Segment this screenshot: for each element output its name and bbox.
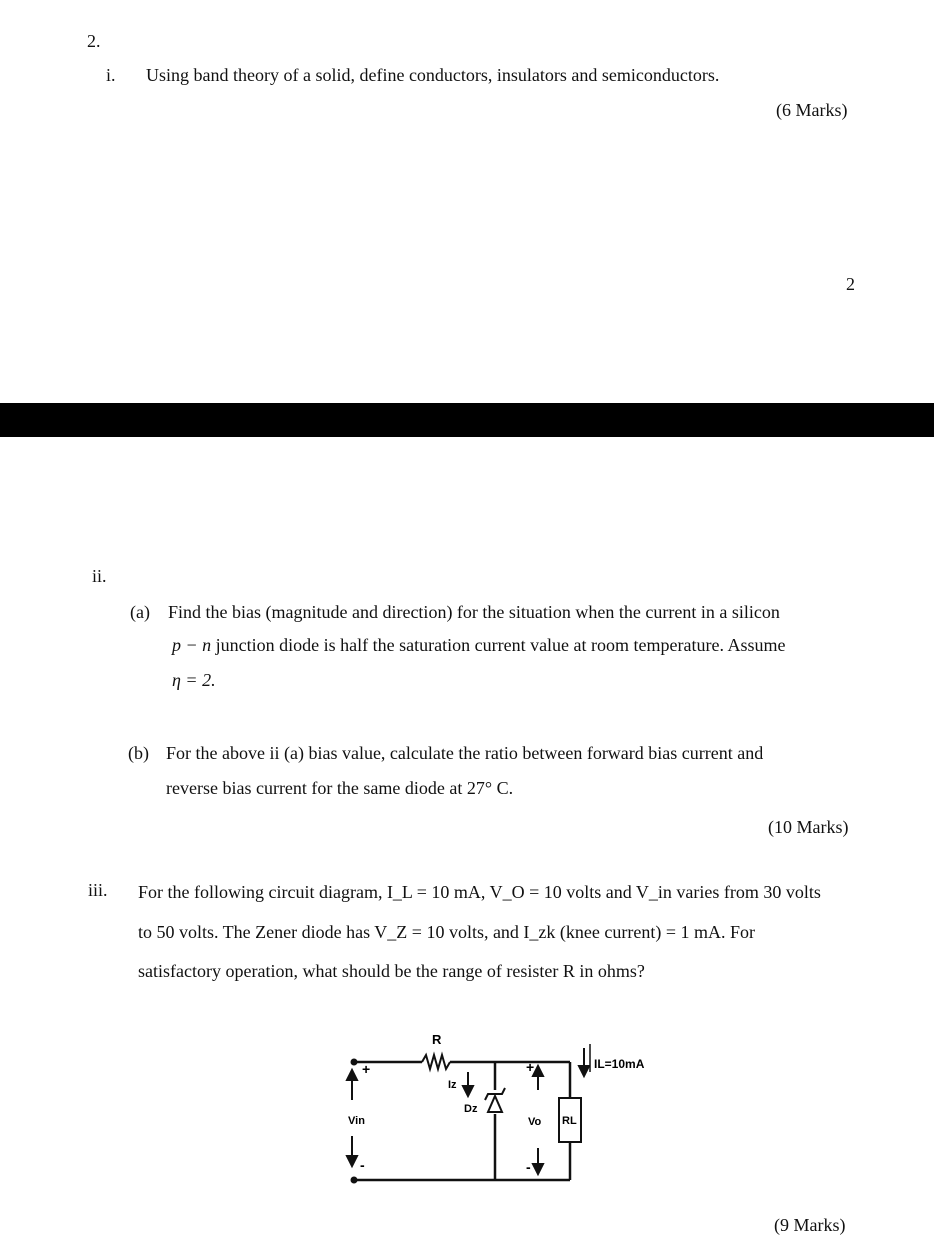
vin-label: Vin xyxy=(348,1115,365,1127)
vo-label: Vo xyxy=(528,1116,542,1128)
pn-variable: p − n xyxy=(172,635,212,655)
vin-minus-sign: - xyxy=(360,1157,365,1173)
vin-plus-sign: + xyxy=(362,1061,371,1077)
page-separator-bar xyxy=(0,403,934,437)
iz-label: Iz xyxy=(448,1079,457,1091)
part-ii-a-line3: η = 2. xyxy=(172,670,216,690)
part-ii-a-line2-text: junction diode is half the saturation current value at room temperature. Assume xyxy=(215,635,786,655)
part-iii-line1: For the following circuit diagram, I_L = 10 mA, V_O = 10 volts and V_in varies from 30 volts xyxy=(138,882,821,902)
part-iii-number: iii. xyxy=(88,880,108,900)
part-i-text: Using band theory of a solid, define conductors, insulators and semiconductors. xyxy=(146,65,720,85)
part-i-number: i. xyxy=(106,65,116,85)
vo-plus-sign: + xyxy=(526,1059,535,1075)
part-ii-a-line2 xyxy=(172,634,786,656)
part-i-marks: (6 Marks) xyxy=(776,100,848,120)
part-ii-b-label: (b) xyxy=(128,743,149,763)
question-number: 2. xyxy=(87,31,101,51)
part-ii-a-line1: Find the bias (magnitude and direction) for the situation when the current in a silicon xyxy=(168,602,780,622)
il-label: IL=10mA xyxy=(594,1057,645,1071)
resistor-r-label: R xyxy=(432,1032,442,1047)
page-number: 2 xyxy=(846,274,855,294)
dz-label: Dz xyxy=(464,1103,478,1115)
zener-circuit-diagram xyxy=(340,1028,670,1193)
part-iii-line3: satisfactory operation, what should be the range of resister R in ohms? xyxy=(138,961,645,981)
part-ii-b-line1: For the above ii (a) bias value, calculate the ratio between forward bias current and xyxy=(166,743,764,763)
part-iii-marks: (9 Marks) xyxy=(774,1215,846,1235)
part-ii-b-line2: reverse bias current for the same diode at 27° C. xyxy=(166,778,514,798)
part-ii-marks: (10 Marks) xyxy=(768,817,849,837)
part-ii-a-label: (a) xyxy=(130,602,150,622)
rl-label: RL xyxy=(562,1115,577,1127)
vo-minus-sign: - xyxy=(526,1159,531,1175)
part-iii-line2: to 50 volts. The Zener diode has V_Z = 10 volts, and I_zk (knee current) = 1 mA. For xyxy=(138,922,756,942)
part-ii-number: ii. xyxy=(92,566,107,586)
